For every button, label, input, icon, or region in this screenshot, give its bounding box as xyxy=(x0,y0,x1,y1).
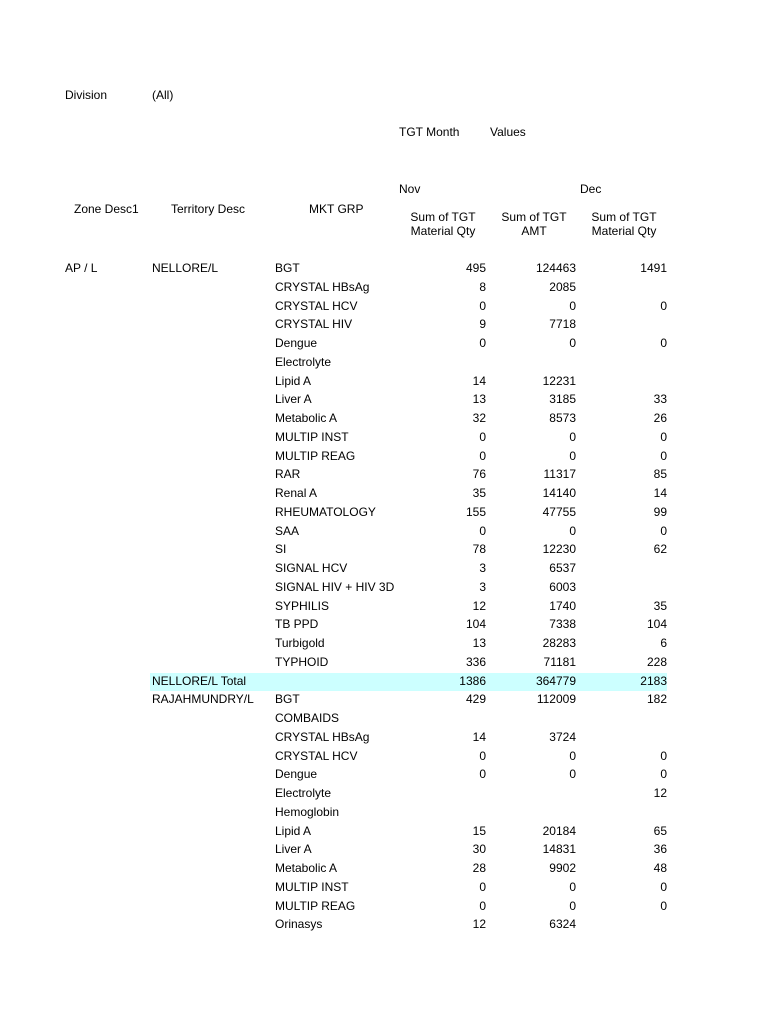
mkt-grp-cell[interactable]: CRYSTAL HCV xyxy=(275,748,358,763)
table-row xyxy=(0,316,768,335)
table-row xyxy=(0,260,768,279)
nov-qty-cell: 1386 xyxy=(459,673,486,688)
nov-amt-cell: 7338 xyxy=(549,617,576,632)
dec-qty-header-line1: Sum of TGT xyxy=(591,210,657,224)
mkt-grp-cell[interactable]: MULTIP REAG xyxy=(275,898,356,913)
dec-qty-cell: 0 xyxy=(660,448,667,463)
mkt-grp-cell[interactable]: SYPHILIS xyxy=(275,598,330,613)
nov-qty-cell: 15 xyxy=(472,823,486,838)
dec-qty-cell: 2183 xyxy=(640,673,667,688)
mkt-grp-cell[interactable]: RHEUMATOLOGY xyxy=(275,504,376,519)
nov-qty-cell: 0 xyxy=(479,429,486,444)
table-row xyxy=(0,654,768,673)
table-row xyxy=(0,729,768,748)
mkt-grp-cell[interactable]: MULTIP INST xyxy=(275,879,349,894)
mkt-grp-cell[interactable]: TYPHOID xyxy=(275,654,329,669)
dec-qty-cell: 26 xyxy=(653,411,667,425)
nov-amt-cell: 28283 xyxy=(542,636,576,650)
table-row xyxy=(0,710,768,729)
mkt-grp-cell[interactable]: MULTIP REAG xyxy=(275,448,356,463)
nov-amt-cell: 14831 xyxy=(542,842,576,857)
table-row xyxy=(0,691,768,710)
table-row xyxy=(0,429,768,448)
mkt-grp-cell[interactable]: Liver A xyxy=(275,842,312,857)
nov-qty-header-line1: Sum of TGT xyxy=(410,210,476,224)
territory-cell[interactable]: NELLORE/L Total xyxy=(152,673,247,688)
table-row xyxy=(0,898,768,917)
mkt-grp-cell[interactable]: SIGNAL HIV + HIV 3D xyxy=(275,579,395,594)
nov-qty-cell: 30 xyxy=(472,842,486,857)
mkt-grp-cell[interactable]: CRYSTAL HBsAg xyxy=(275,279,370,294)
dec-qty-cell: 0 xyxy=(660,523,667,538)
nov-amt-cell: 0 xyxy=(569,336,576,350)
table-row xyxy=(0,616,768,635)
nov-qty-cell: 14 xyxy=(472,729,486,744)
dec-qty-cell: 0 xyxy=(660,879,667,894)
nov-amt-cell: 364779 xyxy=(535,673,576,688)
nov-qty-cell: 0 xyxy=(479,767,486,782)
nov-amt-cell: 0 xyxy=(569,879,576,894)
nov-qty-cell: 336 xyxy=(465,654,486,669)
table-row xyxy=(0,766,768,785)
nov-qty-cell: 3 xyxy=(479,579,486,594)
filter-value[interactable]: (All) xyxy=(152,88,174,102)
nov-qty-cell: 13 xyxy=(472,392,486,407)
table-row xyxy=(0,579,768,598)
mkt-grp-cell[interactable]: Hemoglobin xyxy=(275,804,340,819)
nov-amt-cell: 12230 xyxy=(542,542,576,557)
table-row xyxy=(0,279,768,298)
nov-qty-cell: 495 xyxy=(465,261,486,275)
nov-qty-cell: 76 xyxy=(472,467,486,482)
mkt-grp-header[interactable]: MKT GRP xyxy=(309,202,364,216)
nov-qty-header-line2: Material Qty xyxy=(410,224,476,238)
table-row xyxy=(0,504,768,523)
dec-qty-cell: 104 xyxy=(646,617,667,632)
mkt-grp-cell[interactable]: Dengue xyxy=(275,767,318,782)
dec-qty-header-line2: Material Qty xyxy=(591,224,657,238)
nov-amt-header xyxy=(491,210,577,238)
nov-qty-cell: 13 xyxy=(472,636,486,650)
nov-qty-cell: 28 xyxy=(472,861,486,875)
table-row xyxy=(0,335,768,354)
dec-qty-cell: 65 xyxy=(653,823,667,838)
nov-qty-cell: 12 xyxy=(472,598,486,613)
nov-amt-cell: 1740 xyxy=(549,598,576,613)
mkt-grp-cell[interactable]: RAR xyxy=(275,467,301,482)
nov-qty-header xyxy=(400,210,486,238)
nov-amt-cell: 14140 xyxy=(542,486,576,500)
nov-amt-cell: 112009 xyxy=(536,692,576,707)
table-row xyxy=(0,748,768,767)
nov-qty-cell: 104 xyxy=(465,617,486,632)
nov-qty-cell: 14 xyxy=(472,373,486,388)
mkt-grp-cell[interactable]: CRYSTAL HCV xyxy=(275,298,358,313)
mkt-grp-cell[interactable]: Lipid A xyxy=(275,373,312,388)
dec-qty-cell: 228 xyxy=(646,654,667,669)
table-row xyxy=(0,560,768,579)
nov-amt-cell: 0 xyxy=(569,429,576,444)
mkt-grp-cell[interactable]: Turbigold xyxy=(275,636,325,650)
mkt-grp-cell[interactable]: Dengue xyxy=(275,336,318,350)
dec-qty-cell: 62 xyxy=(653,542,667,557)
nov-amt-cell: 11317 xyxy=(543,467,576,482)
nov-amt-cell: 0 xyxy=(569,767,576,782)
mkt-grp-cell[interactable]: Renal A xyxy=(275,486,318,500)
nov-amt-cell: 47755 xyxy=(542,504,576,519)
table-row xyxy=(0,860,768,879)
nov-qty-cell: 35 xyxy=(472,486,486,500)
nov-qty-cell: 32 xyxy=(472,411,486,425)
nov-amt-cell: 71181 xyxy=(543,654,576,669)
table-row xyxy=(0,410,768,429)
mkt-grp-cell[interactable]: MULTIP INST xyxy=(275,429,349,444)
nov-amt-header-line1: Sum of TGT xyxy=(501,210,567,224)
territory-desc-header[interactable]: Territory Desc xyxy=(171,202,246,216)
nov-qty-cell: 0 xyxy=(479,748,486,763)
table-row xyxy=(0,785,768,804)
mkt-grp-cell[interactable]: Electrolyte xyxy=(275,786,332,800)
dec-qty-cell: 0 xyxy=(660,298,667,313)
mkt-grp-cell[interactable]: SIGNAL HCV xyxy=(275,561,348,575)
table-row xyxy=(0,541,768,560)
nov-qty-cell: 0 xyxy=(479,879,486,894)
values-label: Values xyxy=(490,125,526,139)
mkt-grp-cell[interactable]: Orinasys xyxy=(275,917,323,932)
nov-qty-cell: 429 xyxy=(465,692,486,707)
table-row xyxy=(0,879,768,898)
nov-amt-cell: 20184 xyxy=(542,823,576,838)
nov-amt-cell: 0 xyxy=(569,898,576,913)
nov-amt-cell: 6003 xyxy=(549,579,576,594)
nov-qty-cell: 12 xyxy=(472,917,486,932)
nov-amt-cell: 7718 xyxy=(549,317,576,332)
dec-qty-cell: 182 xyxy=(646,692,667,707)
mkt-grp-cell[interactable]: BGT xyxy=(275,261,300,275)
nov-amt-cell: 12231 xyxy=(542,373,576,388)
nov-amt-cell: 3185 xyxy=(549,392,576,407)
nov-qty-cell: 3 xyxy=(479,561,486,575)
dec-qty-cell: 35 xyxy=(653,598,667,613)
nov-qty-cell: 0 xyxy=(479,298,486,313)
dec-qty-cell: 0 xyxy=(660,429,667,444)
month-header-dec: Dec xyxy=(580,182,602,196)
table-row xyxy=(0,841,768,860)
table-row xyxy=(0,635,768,654)
dec-qty-cell: 99 xyxy=(653,504,667,519)
nov-amt-cell: 6537 xyxy=(549,561,576,575)
filter-label: Division xyxy=(65,88,108,102)
nov-qty-cell: 8 xyxy=(479,279,486,294)
table-row xyxy=(0,391,768,410)
mkt-grp-cell[interactable]: Liver A xyxy=(275,392,312,407)
mkt-grp-cell[interactable]: BGT xyxy=(275,692,300,707)
dec-qty-cell: 0 xyxy=(660,748,667,763)
nov-qty-cell: 9 xyxy=(479,317,486,332)
pivot-table-body xyxy=(0,260,768,935)
nov-amt-cell: 9902 xyxy=(549,861,576,875)
column-field-label[interactable]: TGT Month xyxy=(399,125,460,139)
nov-amt-cell: 0 xyxy=(569,298,576,313)
nov-amt-cell: 8573 xyxy=(549,411,576,425)
table-row xyxy=(0,466,768,485)
zone-desc-header[interactable]: Zone Desc1 xyxy=(74,202,139,216)
table-row xyxy=(0,448,768,467)
nov-amt-cell: 0 xyxy=(569,448,576,463)
nov-amt-cell: 3724 xyxy=(549,729,576,744)
dec-qty-cell: 6 xyxy=(660,636,667,650)
zone-cell[interactable]: AP / L xyxy=(65,261,98,275)
mkt-grp-cell[interactable]: Lipid A xyxy=(275,823,312,838)
nov-amt-cell: 0 xyxy=(569,748,576,763)
nov-qty-cell: 0 xyxy=(479,898,486,913)
nov-qty-cell: 155 xyxy=(465,504,486,519)
mkt-grp-cell[interactable]: COMBAIDS xyxy=(275,711,340,725)
mkt-grp-cell[interactable]: CRYSTAL HBsAg xyxy=(275,729,370,744)
mkt-grp-cell[interactable]: Electrolyte xyxy=(275,354,332,369)
mkt-grp-cell[interactable]: SI xyxy=(275,542,287,557)
nov-amt-cell: 6324 xyxy=(549,917,576,932)
nov-qty-cell: 0 xyxy=(479,523,486,538)
territory-cell[interactable]: NELLORE/L xyxy=(152,261,219,275)
dec-qty-cell: 12 xyxy=(653,786,667,800)
nov-amt-header-line2: AMT xyxy=(521,224,547,238)
nov-amt-cell: 0 xyxy=(569,523,576,538)
nov-qty-cell: 0 xyxy=(479,336,486,350)
dec-qty-cell: 0 xyxy=(660,898,667,913)
table-total-row xyxy=(0,673,768,692)
dec-qty-cell: 1491 xyxy=(640,261,667,275)
table-row xyxy=(0,598,768,617)
table-row xyxy=(0,485,768,504)
table-row xyxy=(0,373,768,392)
nov-qty-cell: 0 xyxy=(479,448,486,463)
table-row xyxy=(0,298,768,317)
mkt-grp-cell[interactable]: TB PPD xyxy=(275,617,319,632)
dec-qty-cell: 48 xyxy=(653,861,667,875)
dec-qty-cell: 0 xyxy=(660,336,667,350)
table-row xyxy=(0,804,768,823)
table-row xyxy=(0,354,768,373)
mkt-grp-cell[interactable]: CRYSTAL HIV xyxy=(275,317,353,332)
nov-amt-cell: 124463 xyxy=(535,261,576,275)
dec-qty-cell: 33 xyxy=(653,392,667,407)
table-row xyxy=(0,823,768,842)
dec-qty-cell: 36 xyxy=(653,842,667,857)
table-row xyxy=(0,916,768,935)
territory-cell[interactable]: RAJAHMUNDRY/L xyxy=(152,692,254,707)
dec-qty-cell: 85 xyxy=(653,467,667,482)
month-header-nov: Nov xyxy=(399,182,421,196)
nov-amt-cell: 2085 xyxy=(549,279,576,294)
dec-qty-cell: 14 xyxy=(653,486,667,500)
dec-qty-header xyxy=(581,210,667,238)
mkt-grp-cell[interactable]: Metabolic A xyxy=(275,861,338,875)
table-row xyxy=(0,523,768,542)
dec-qty-cell: 0 xyxy=(660,767,667,782)
mkt-grp-cell[interactable]: Metabolic A xyxy=(275,411,338,425)
mkt-grp-cell[interactable]: SAA xyxy=(275,523,300,538)
nov-qty-cell: 78 xyxy=(472,542,486,557)
